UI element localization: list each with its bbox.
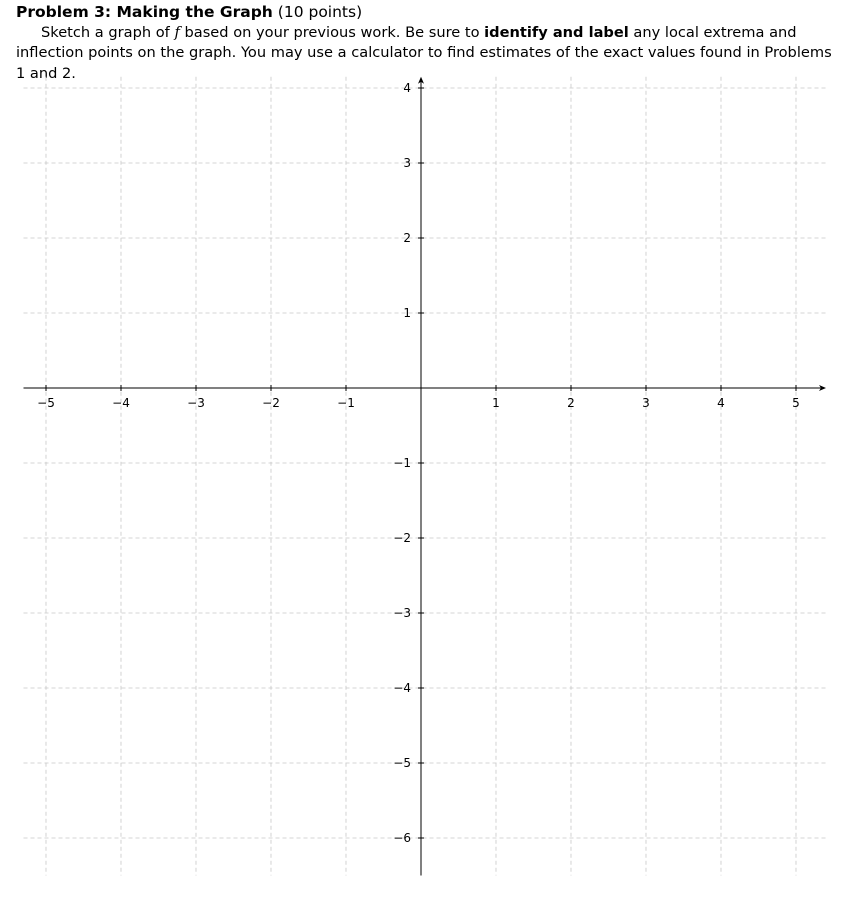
y-tick-label: 2 (403, 231, 411, 245)
axes (24, 77, 827, 876)
x-tick-label: −1 (337, 396, 355, 410)
x-tick-label: −3 (187, 396, 205, 410)
x-tick-label: 1 (492, 396, 500, 410)
y-tick-label: 4 (403, 81, 411, 95)
x-tick-label: 2 (567, 396, 575, 410)
instructions-part-3: any local extrema and inflection points on the graph. You may use a calculator to find estimates of the exact values found in Problems 1 and 2. (16, 23, 832, 82)
instructions-emphasis: identify and label (484, 23, 629, 41)
y-tick-label: 3 (403, 156, 411, 170)
y-tick-label: 1 (403, 306, 411, 320)
y-tick-label: −6 (393, 831, 411, 845)
function-name: f (174, 23, 180, 41)
y-tick-label: −3 (393, 606, 411, 620)
y-tick-label: −1 (393, 456, 411, 470)
x-tick-label: −4 (112, 396, 130, 410)
y-tick-label: −5 (393, 756, 411, 770)
y-tick-label: −4 (393, 681, 411, 695)
x-tick-label: 5 (792, 396, 800, 410)
problem-title: Problem 3: Making the Graph (16, 3, 273, 21)
instructions-part-2: based on your previous work. Be sure to (179, 23, 485, 41)
problem-points: (10 points) (277, 3, 363, 21)
x-tick-label: 4 (717, 396, 725, 410)
x-tick-label: −5 (37, 396, 55, 410)
grid-lines (24, 77, 827, 876)
x-tick-label: 3 (642, 396, 650, 410)
instructions-part-1: Sketch a graph of (41, 23, 175, 41)
x-tick-label: −2 (262, 396, 280, 410)
y-tick-label: −2 (393, 531, 411, 545)
